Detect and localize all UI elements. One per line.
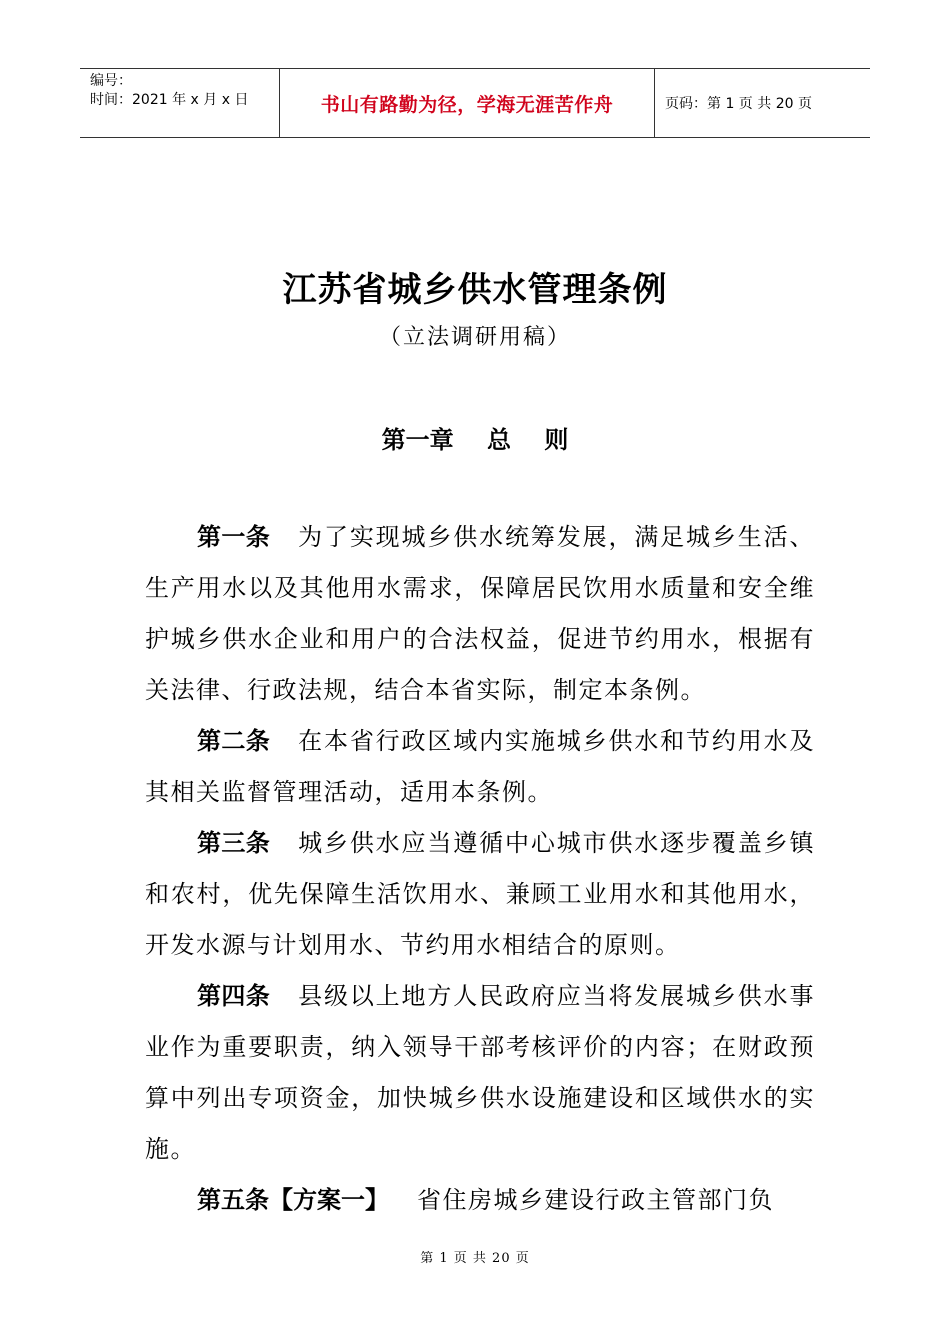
header-page-info: 页码：第 1 页 共 20 页	[665, 96, 812, 112]
article-text: 为了实现城乡供水统筹发展，满足城乡生活、生产用水以及其他用水需求，保障居民饮用水质量和安全维护城乡供水企业和用户的合法权益，促进节约用水，根据有关法律、行政法规，结合本省实际，制定本条例。	[145, 523, 816, 704]
article-2	[145, 716, 815, 818]
time-label: 时间：2021 年 x 月 x 日	[90, 92, 249, 108]
article-text: 省住房城乡建设行政主管部门负	[417, 1186, 774, 1214]
document-body	[145, 512, 815, 1226]
header-motto: 书山有路勤为径，学海无涯苦作舟	[280, 69, 655, 137]
article-4	[145, 971, 815, 1175]
article-label: 第三条	[197, 829, 271, 857]
article-1	[145, 512, 815, 716]
article-label: 第五条【方案一】	[197, 1186, 389, 1214]
article-5	[145, 1175, 815, 1226]
article-text: 县级以上地方人民政府应当将发展城乡供水事业作为重要职责，纳入领导干部考核评价的内容；在财政预算中列出专项资金，加快城乡供水设施建设和区域供水的实施。	[145, 982, 816, 1163]
article-text: 城乡供水应当遵循中心城市供水逐步覆盖乡镇和农村，优先保障生活饮用水、兼顾工业用水和其他用水，开发水源与计划用水、节约用水相结合的原则。	[145, 829, 816, 959]
number-label: 编号：	[90, 73, 132, 89]
article-3	[145, 818, 815, 971]
article-label: 第四条	[197, 982, 271, 1010]
header-meta	[80, 69, 280, 137]
document-title: 江苏省城乡供水管理条例	[282, 270, 668, 310]
article-label: 第一条	[197, 523, 271, 551]
article-label: 第二条	[197, 727, 271, 755]
page-header	[80, 68, 870, 138]
article-text: 在本省行政区域内实施城乡供水和节约用水及其相关监督管理活动，适用本条例。	[145, 727, 816, 806]
chapter-heading: 第一章 总 则	[381, 426, 569, 454]
page-footer: 第 1 页 共 20 页	[420, 1251, 530, 1266]
document-subtitle: （立法调研用稿）	[378, 325, 571, 350]
